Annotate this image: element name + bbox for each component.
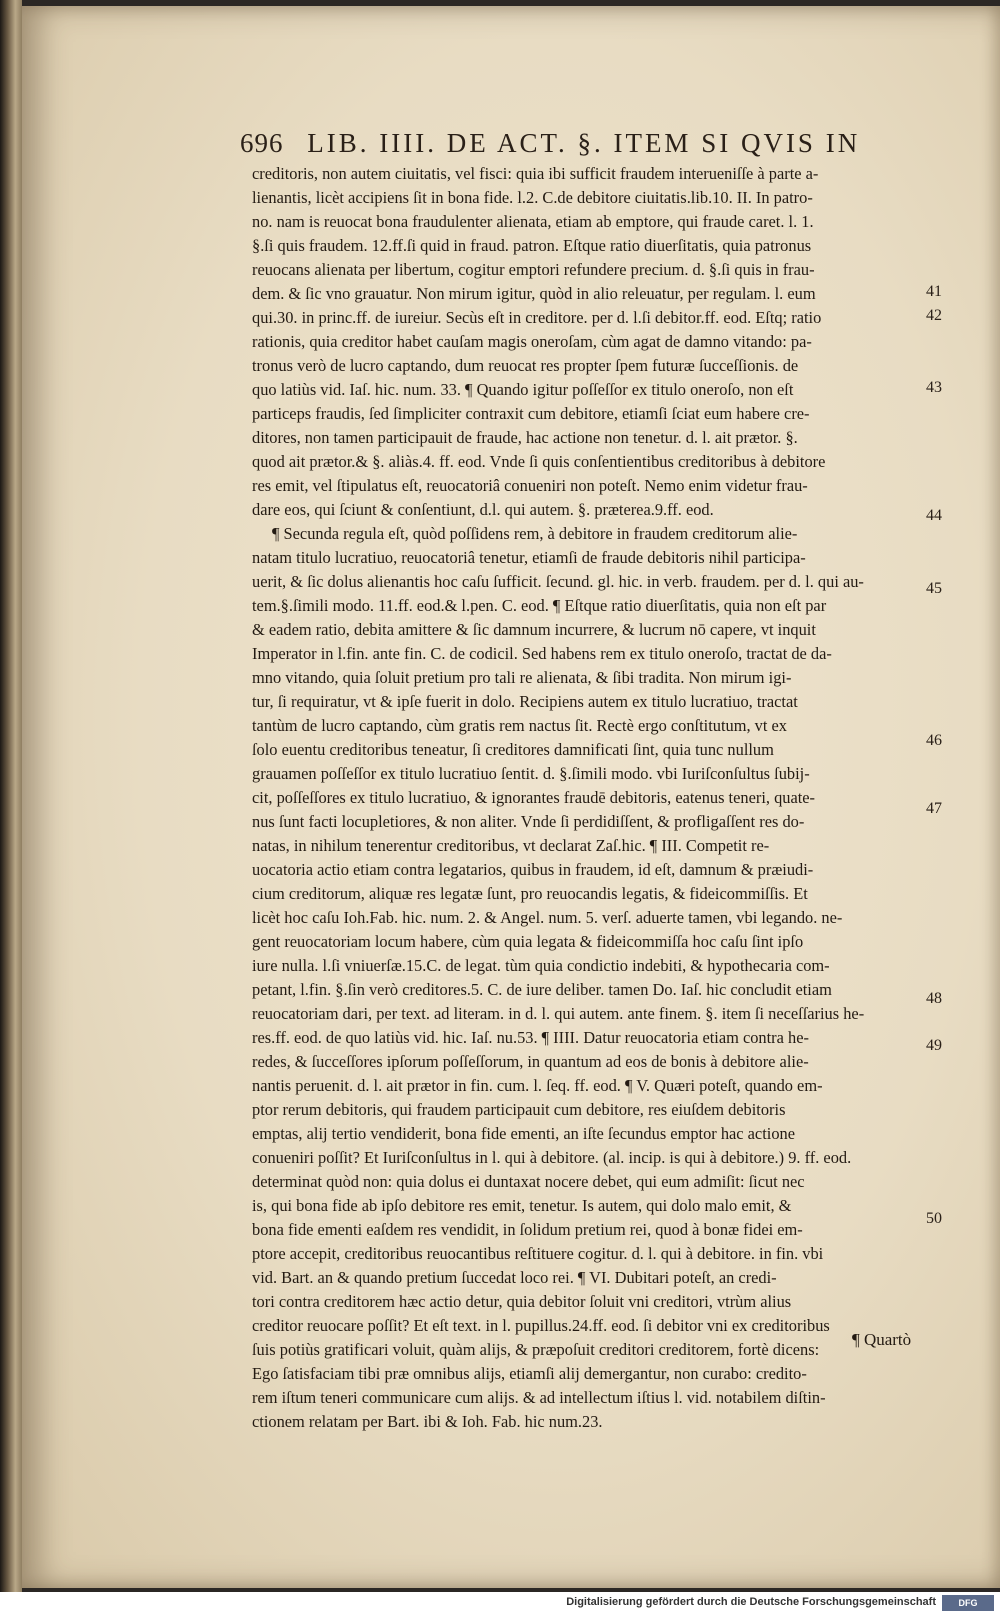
margin-number: 46 <box>926 732 942 749</box>
margin-number: 49 <box>926 1037 942 1054</box>
text-line: nus ſunt facti locupletiores, & non aliter. Vnde ſi perdidiſſent, & profligaſſent res do- <box>252 812 805 831</box>
text-line: reuocans alienata per libertum, cogitur emptori refundere precium. d. §.ſi quis in frau- <box>252 260 815 279</box>
text-line: is, qui bona fide ab ipſo debitore res emit, tenetur. Is autem, qui dolo malo emit, & <box>252 1196 792 1215</box>
text-line: natam titulo lucratiuo, reuocatoriâ tenetur, etiamſi de fraude debitoris nihil participa- <box>252 548 806 567</box>
margin-number: 50 <box>926 1210 942 1227</box>
text-line: ctionem relatam per Bart. ibi & Ioh. Fab. hic num.23. <box>252 1412 603 1431</box>
text-line: mno vitando, quia ſoluit pretium pro tali re alienata, & ſibi tradita. Non mirum igi- <box>252 668 792 687</box>
text-line: licèt hoc caſu Ioh.Fab. hic. num. 2. & Angel. num. 5. verſ. aduerte tamen, vbi legando. ne- <box>252 908 843 927</box>
text-line: ſolo euentu creditoribus teneatur, ſi creditores damnificati ſint, quia tunc nullum <box>252 740 774 759</box>
digitization-footer <box>0 1592 1000 1615</box>
margin-number: 42 <box>926 307 942 324</box>
dfg-logo: DFG <box>942 1595 994 1611</box>
text-line: uerit, & ſic dolus alienantis hoc caſu ſufficit. ſecund. gl. hic. in verb. fraudem. per d. l. qui au- <box>252 572 864 591</box>
text-line: determinat quòd non: quia dolus ei duntaxat nocere debet, qui eum admiſit: ſicut nec <box>252 1172 805 1191</box>
text-line: particeps fraudis, ſed ſimpliciter contraxit cum debitore, etiamſi ſciat eum habere cre- <box>252 404 810 423</box>
text-line: ptor rerum debitoris, qui fraudem participauit cum debitore, res eiuſdem debitoris <box>252 1100 786 1119</box>
text-line: & eadem ratio, debita amittere & ſic damnum incurrere, & lucrum nō capere, vt inquit <box>252 620 816 639</box>
text-line: dem. & ſic vno grauatur. Non mirum igitur, quòd in alio releuatur, per regulam. l. eum <box>252 284 816 303</box>
text-line: vid. Bart. an & quando pretium ſuccedat loco rei. ¶ VI. Dubitari poteſt, an credi- <box>252 1268 777 1287</box>
text-line: tronus verò de lucro captando, dum reuocat res propter ſpem futuræ ſucceſſionis. de <box>252 356 799 375</box>
text-line: ſuis potiùs gratificari voluit, quàm alijs, & præpoſuit creditori creditorem, fortè dicens: <box>252 1340 820 1359</box>
margin-number: 48 <box>926 990 942 1007</box>
text-line: lienantis, licèt accipiens ſit in bona fide. l.2. C.de debitore ciuitatis.lib.10. II. In patro- <box>252 188 813 207</box>
text-line: tur, ſi requiratur, vt & ipſe fuerit in dolo. Recipiens autem ex titulo lucratiuo, tractat <box>252 692 798 711</box>
text-line: Ego ſatisfaciam tibi præ omnibus alijs, etiamſi alij demergantur, non curabo: credito- <box>252 1364 807 1383</box>
text-line: cium creditorum, aliquæ res legatæ ſunt, pro reuocandis legatis, & fideicommiſſis. Et <box>252 884 808 903</box>
text-line: conueniri poſſit? Et Iuriſconſultus in l. qui à debitore. (al. incip. is qui à debitore.) 9. ff. eod. <box>252 1148 852 1167</box>
margin-number: 45 <box>926 580 942 597</box>
text-line: ¶ Secunda regula eſt, quòd poſſidens rem, à debitore in fraudem creditorum alie- <box>272 524 798 543</box>
text-line: creditor reuocare poſſit? Et eſt text. in l. pupillus.24.ff. eod. ſi debitor vni ex creditoribus <box>252 1316 830 1335</box>
running-title: LIB. IIII. DE ACT. §. ITEM SI QVIS IN <box>307 128 861 158</box>
text-line: ptore accepit, creditoribus reuocantibus reſtituere cogitur. d. l. qui à debitore. in fin. vbi <box>252 1244 824 1263</box>
text-line: reuocatoriam dari, per text. ad literam. in d. l. qui autem. ante finem. §. item ſi neceſſarius he- <box>252 1004 865 1023</box>
text-line: cit, poſſeſſores ex titulo lucratiuo, & ignorantes fraudē debitoris, eatenus teneri, quate- <box>252 788 816 807</box>
text-line: rationis, quia creditor habet cauſam magis oneroſam, cùm agat de damno vitando: pa- <box>252 332 812 351</box>
text-line: tantùm de lucro captando, cùm gratis rem nactus ſit. Rectè ergo conſtitutum, vt ex <box>252 716 787 735</box>
text-line: emptas, alij tertio vendiderit, bona fide ementi, an iſte ſecundus emptor hac actione <box>252 1124 795 1143</box>
margin-number: 47 <box>926 800 942 817</box>
text-line: Imperator in l.fin. ante fin. C. de codicil. Sed habens rem ex titulo oneroſo, tractat de da- <box>252 644 832 663</box>
text-line: qui.30. in princ.ff. de iureiur. Secùs eſt in creditore. per d. l.ſi debitor.ff. eod. Eſtq; ratio <box>252 308 822 327</box>
margin-number: 44 <box>926 507 942 524</box>
text-line: creditoris, non autem ciuitatis, vel fisci: quia ibi sufficit fraudem interueniſſe à parte a- <box>252 164 819 183</box>
text-line: grauamen poſſeſſor ex titulo lucratiuo ſentit. d. §.ſimili modo. vbi Iuriſconſultus ſubij- <box>252 764 810 783</box>
book-edge <box>0 0 22 1592</box>
text-line: nantis peruenit. d. l. ait prætor in fin. cum. l. ſeq. ff. eod. ¶ V. Quæri poteſt, quando em- <box>252 1076 823 1095</box>
catchword: ¶ Quartò <box>852 1330 912 1349</box>
text-line: natas, in nihilum tenerentur creditoribus, vt declarat Zaſ.hic. ¶ III. Competit re- <box>252 836 770 855</box>
page-number: 696 <box>240 128 284 158</box>
running-header <box>240 128 880 162</box>
text-line: iure nulla. l.ſi vniuerſæ.15.C. de legat. tùm quia condictio indebiti, & hypothecaria com- <box>252 956 830 975</box>
text-line: quo latiùs vid. Iaſ. hic. num. 33. ¶ Quando igitur poſſeſſor ex titulo oneroſo, non eſt <box>252 380 794 399</box>
text-line: gent reuocatoriam locum habere, cùm quia legata & fideicommiſſa hoc caſu ſint ipſo <box>252 932 804 951</box>
text-line: §.ſi quis fraudem. 12.ff.ſi quid in fraud. patron. Eſtque ratio diuerſitatis, quia patronus <box>252 236 812 255</box>
margin-number: 43 <box>926 379 942 396</box>
text-line: res emit, vel ſtipulatus eſt, reuocatoriâ conueniri non poteſt. Nemo enim videtur frau- <box>252 476 808 495</box>
text-line: petant, l.fin. §.ſin verò creditores.5. C. de iure deliber. tamen Do. Iaſ. hic concludit etiam <box>252 980 832 999</box>
margin-number: 41 <box>926 283 942 300</box>
funding-credit: Digitalisierung gefördert durch die Deutsche Forschungsgemeinschaft <box>566 1596 936 1608</box>
text-line: bona fide ementi eaſdem res vendidit, in ſolidum pretium rei, quod à bonæ fidei em- <box>252 1220 803 1239</box>
text-line: rem iſtum teneri communicare cum alijs. & ad intellectum iſtius l. vid. notabilem diſtin- <box>252 1388 826 1407</box>
text-line: quod ait prætor.& §. aliàs.4. ff. eod. Vnde ſi quis conſentientibus creditoribus à debitore <box>252 452 826 471</box>
text-body <box>252 162 952 1434</box>
text-line: tori contra creditorem hæc actio detur, quia debitor ſoluit vni creditori, vtrùm alius <box>252 1292 792 1311</box>
text-line: dare eos, qui ſciunt & conſentiunt, d.l. qui autem. §. præterea.9.ff. eod. <box>252 500 714 519</box>
text-line: uocatoria actio etiam contra legatarios, quibus in fraudem, id eſt, damnum & præiudi- <box>252 860 814 879</box>
text-line: redes, & ſucceſſores ipſorum poſſeſſorum, in quantum ad eos de bonis à debitore alie- <box>252 1052 809 1071</box>
text-line: res.ff. eod. de quo latiùs vid. hic. Iaſ. nu.53. ¶ IIII. Datur reuocatoria etiam contra he- <box>252 1028 809 1047</box>
text-line: no. nam is reuocat bona fraudulenter alienata, etiam ab emptore, qui fraude caret. l. 1. <box>252 212 814 231</box>
text-line: ditores, non tamen participauit de fraude, hac actione non tenetur. d. l. ait prætor. §. <box>252 428 798 447</box>
text-line: tem.§.ſimili modo. 11.ff. eod.& l.pen. C. eod. ¶ Eſtque ratio diuerſitatis, quia non eſt par <box>252 596 827 615</box>
